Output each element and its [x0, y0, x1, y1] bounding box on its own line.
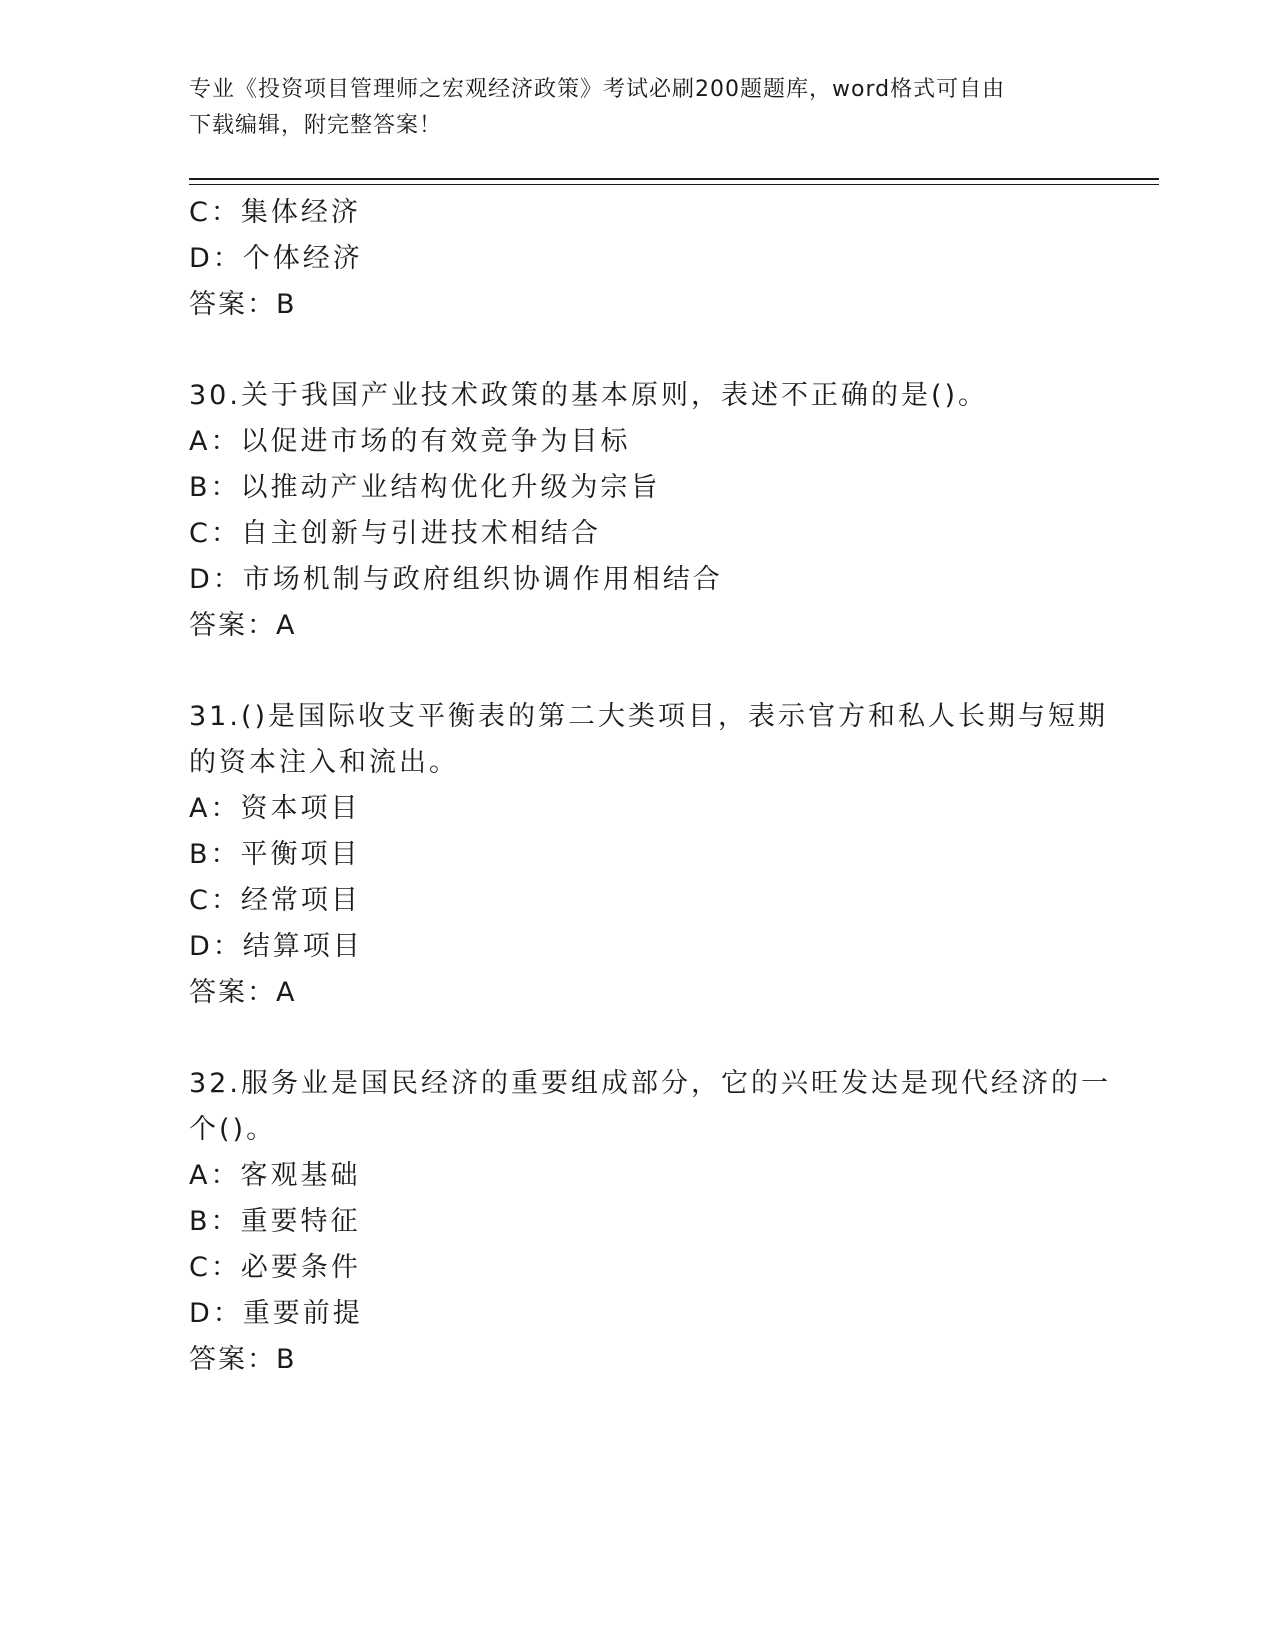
option-label: B： [189, 472, 241, 503]
option-text: 自主创新与引进技术相结合 [240, 518, 601, 549]
option-label: C： [189, 197, 241, 228]
question-text-continued: 个()。 [189, 1114, 277, 1145]
option-c [189, 190, 1089, 236]
option-text: 重要前提 [242, 1298, 363, 1329]
option-text: 个体经济 [242, 243, 363, 274]
question-list [189, 190, 1111, 1383]
option-d [189, 1291, 1089, 1337]
option-label: A： [189, 426, 241, 457]
option-text: 市场机制与政府组织协调作用相结合 [242, 564, 723, 595]
option-d [189, 924, 1089, 970]
option-label: D： [189, 564, 243, 595]
option-text: 重要特征 [240, 1206, 361, 1237]
header-rule-thin [189, 184, 1159, 185]
header-line-1: 专业《投资项目管理师之宏观经济政策》考试必刷200题题库，word格式可自由 [189, 77, 1006, 102]
option-a [189, 1153, 1089, 1199]
option-label: D： [189, 1298, 243, 1329]
option-label: A： [189, 1160, 241, 1191]
document-header [189, 72, 1089, 144]
option-label: D： [189, 931, 243, 962]
header-rule-thick [189, 178, 1159, 180]
option-d [189, 236, 1089, 282]
option-b [189, 465, 1089, 511]
answer-line: 答案：A [189, 977, 297, 1008]
answer-line: 答案：B [189, 1344, 297, 1375]
option-label: A： [189, 793, 241, 824]
option-text: 经常项目 [240, 885, 361, 916]
option-label: B： [189, 1206, 241, 1237]
option-c [189, 511, 1089, 557]
option-a [189, 419, 1089, 465]
option-text: 以促进市场的有效竞争为目标 [240, 426, 631, 457]
option-label: C： [189, 518, 241, 549]
answer-line: 答案：A [189, 610, 297, 641]
question-text-continued: 的资本注入和流出。 [189, 747, 459, 778]
option-b [189, 1199, 1089, 1245]
option-text: 资本项目 [240, 793, 361, 824]
option-label: B： [189, 839, 241, 870]
option-text: 客观基础 [240, 1160, 361, 1191]
question-text: 32.服务业是国民经济的重要组成部分，它的兴旺发达是现代经济的一 [189, 1068, 1111, 1099]
option-text: 集体经济 [240, 197, 361, 228]
option-text: 以推动产业结构优化升级为宗旨 [240, 472, 661, 503]
header-line-2: 下载编辑，附完整答案！ [189, 113, 443, 138]
option-b [189, 832, 1089, 878]
option-text: 必要条件 [240, 1252, 361, 1283]
option-label: C： [189, 885, 241, 916]
answer-line: 答案：B [189, 289, 297, 320]
question-text: 30.关于我国产业技术政策的基本原则，表述不正确的是()。 [189, 380, 989, 411]
option-c [189, 1245, 1089, 1291]
option-d [189, 557, 1089, 603]
option-text: 结算项目 [242, 931, 363, 962]
option-text: 平衡项目 [240, 839, 361, 870]
option-label: D： [189, 243, 243, 274]
option-a [189, 786, 1089, 832]
question-text: 31.()是国际收支平衡表的第二大类项目，表示官方和私人长期与短期 [189, 701, 1109, 732]
option-c [189, 878, 1089, 924]
option-label: C： [189, 1252, 241, 1283]
